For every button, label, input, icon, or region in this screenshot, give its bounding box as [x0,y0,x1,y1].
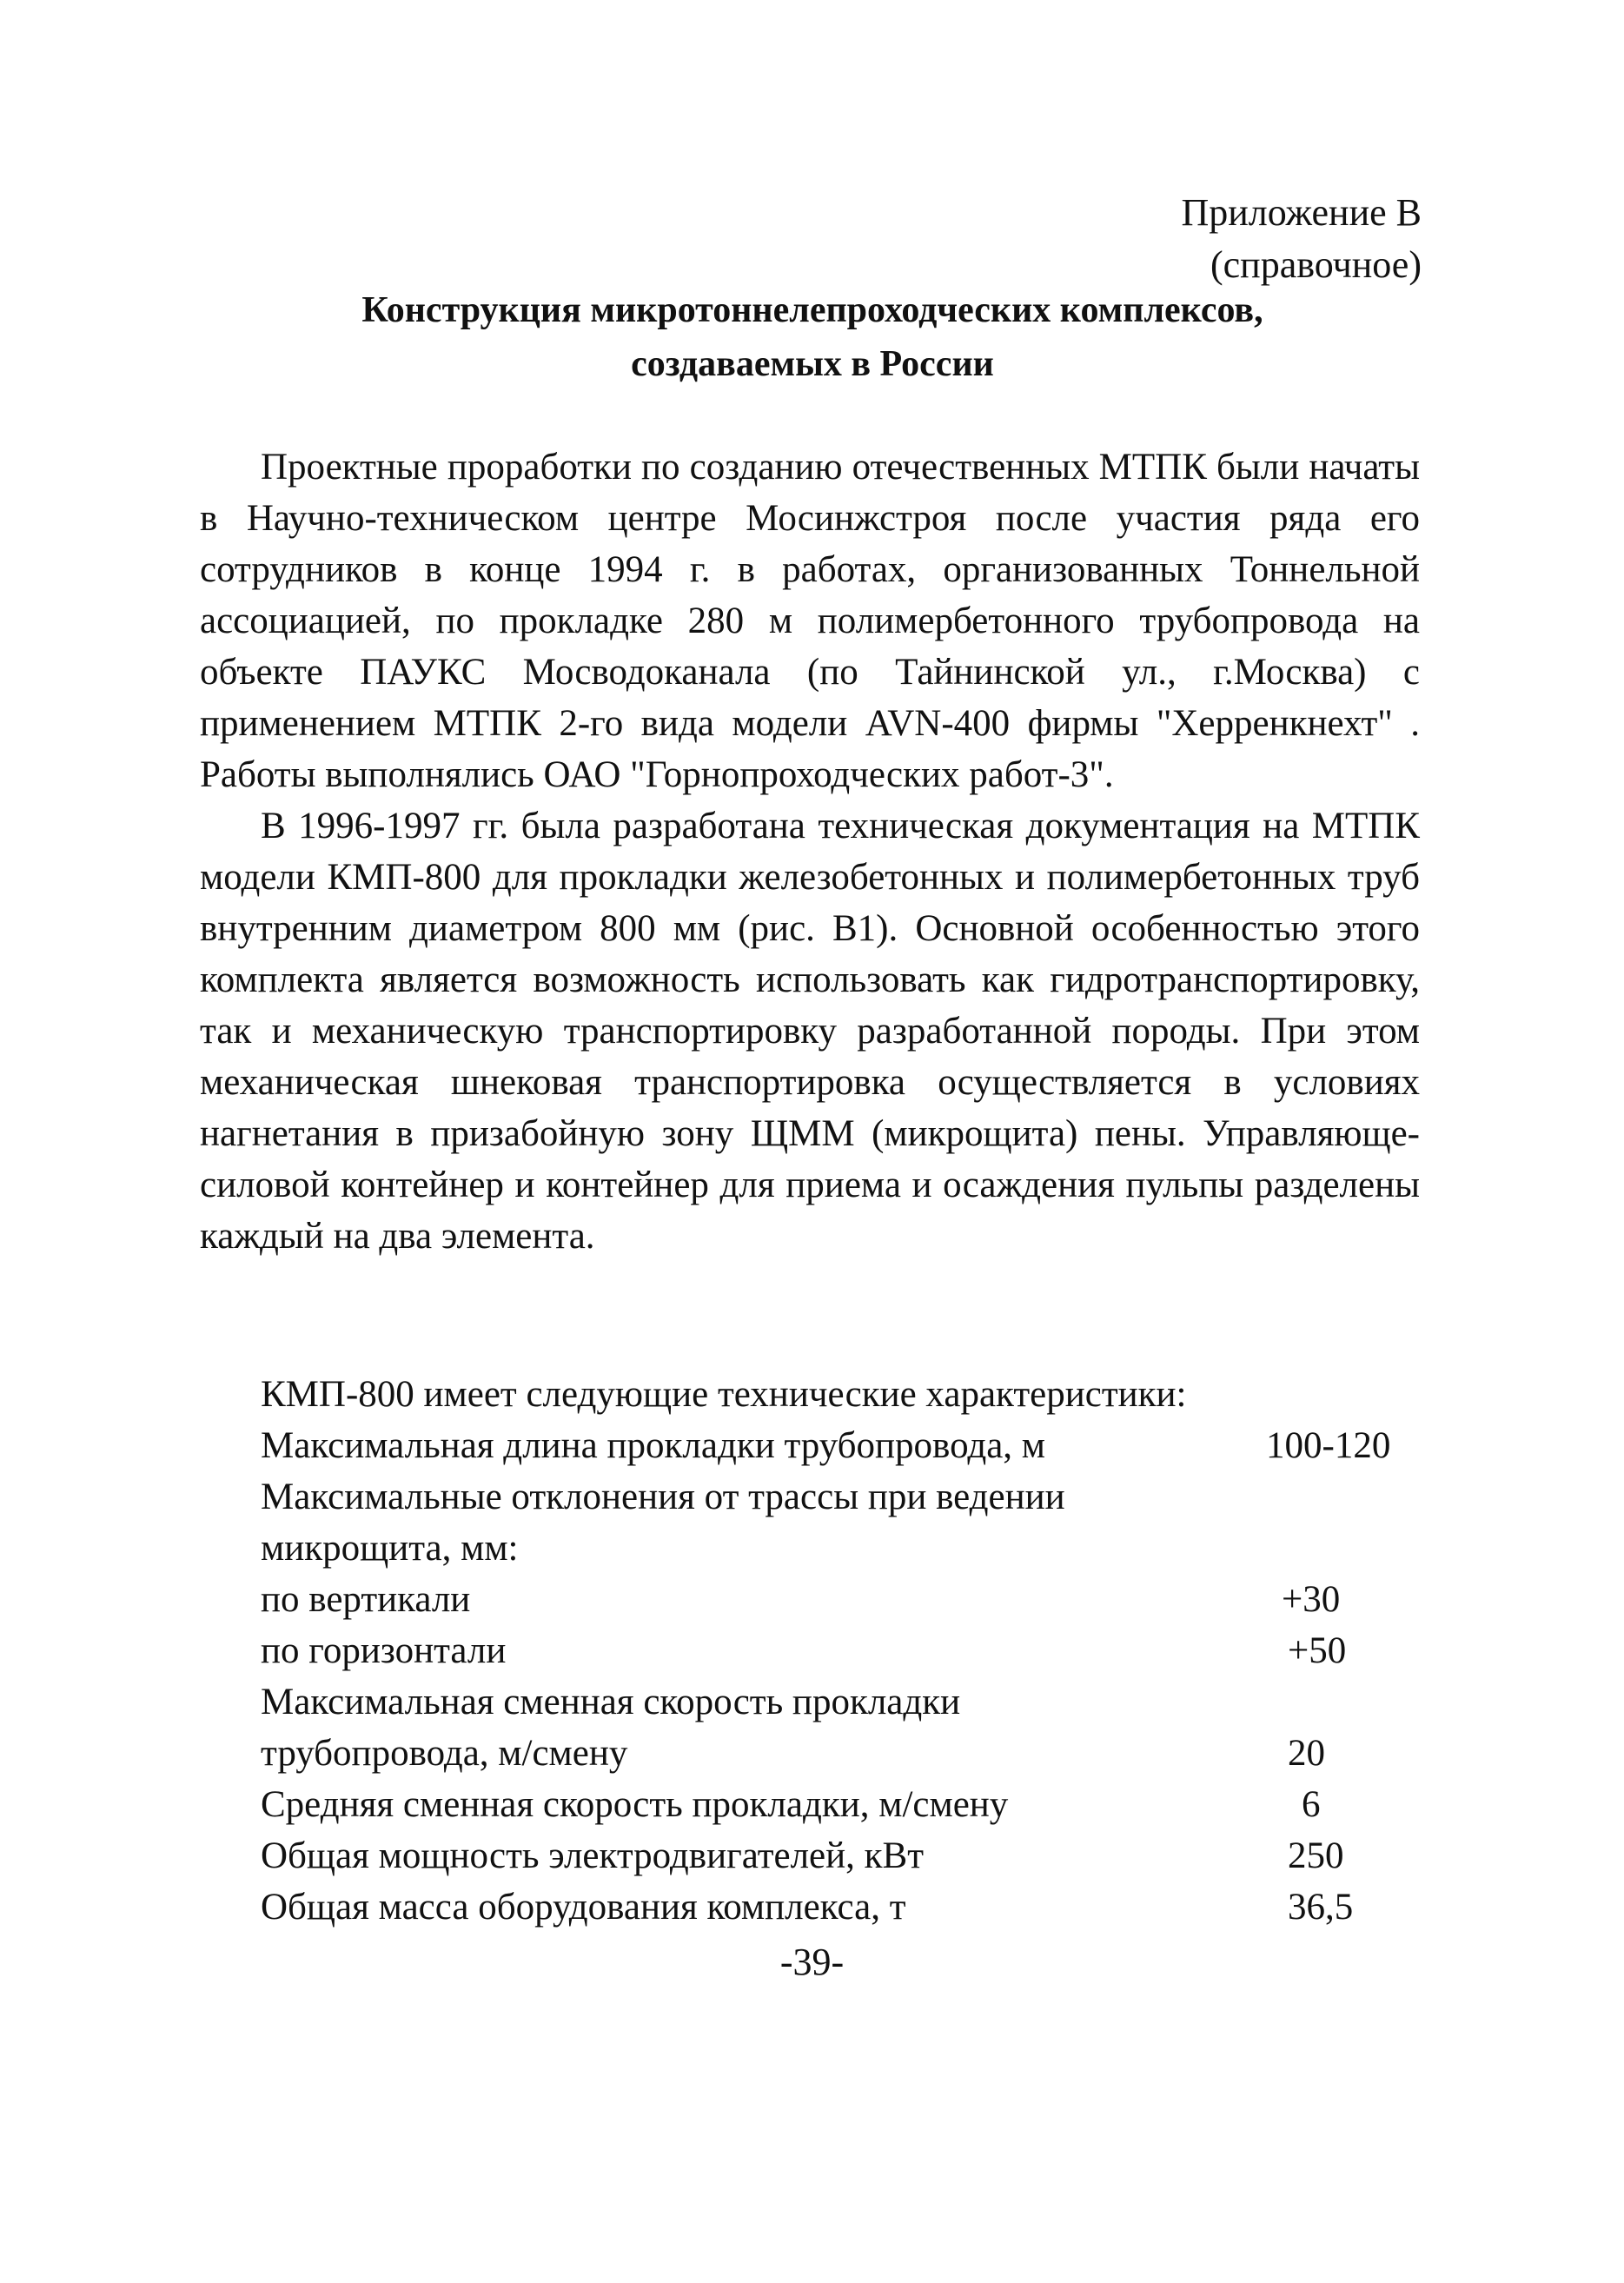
specs-intro: КМП-800 имеет следующие технические характеристики: [261,1374,1187,1415]
spec-label: по вертикали [261,1579,471,1620]
body-text [200,441,1420,1262]
spec-value: 100-120 [1266,1425,1391,1466]
paragraph: В 1996-1997 гг. была разработана техническая документация на МТПК модели КМП-800 для прокладки железобетонных и полимербетонных труб внутренним диаметром 800 мм (рис. В1). Основной особенностью этого комплекта является возможность использовать как гидротранспортировку, так и механическую транспортировку разработанной породы. При этом механическая шнековая транспортировка осуществляется в условиях нагнетания в призабойную зону ЩММ (микрощита) пены. Управляюще-силовой контейнер и контейнер для приема и осаждения пульпы разделены каждый на два элемента. [200,806,1420,1257]
spec-label: трубопровода, м/смену [261,1733,628,1774]
spec-value: 6 [1302,1784,1321,1825]
title-line-1: Конструкция микротоннелепроходческих комплексов, [361,290,1263,330]
title-line-2: создаваемых в России [631,344,994,384]
paragraph: Проектные проработки по созданию отечественных МТПК были начаты в Научно-техническом центре Мосинжстроя после участия ряда его сотрудников в конце 1994 г. в работах, организованных Тоннельной ассоциацией, по прокладке 280 м полимербетонного трубопровода на объекте ПАУКС Мосводоканала (по Тайнинской ул., г.Москва) с применением МТПК 2-го вида модели AVN-400 фирмы "Херренкнехт" . Работы выполнялись ОАО "Горнопроходческих работ-3". [200,447,1420,795]
spec-label: Общая масса оборудования комплекса, т [261,1887,906,1928]
spec-value: 36,5 [1288,1887,1354,1928]
spec-value: +50 [1288,1630,1347,1671]
spec-label: Средняя сменная скорость прокладки, м/смену [261,1784,1009,1825]
page-number: -39- [779,1941,845,1983]
document-title [200,283,1425,391]
appendix-status: (справочное) [1210,243,1422,286]
spec-value: 250 [1288,1835,1344,1876]
spec-value: 20 [1288,1733,1325,1774]
spec-label: Максимальная длина прокладки трубопровода, м [261,1425,1045,1466]
spec-label: Общая мощность электродвигателей, кВт [261,1835,925,1876]
spec-label: Максимальная сменная скорость прокладки [261,1682,961,1722]
appendix-label: Приложение В [1181,191,1422,234]
spec-label: микрощита, мм: [261,1528,519,1569]
spec-label: по горизонтали [261,1630,507,1671]
spec-value: +30 [1282,1579,1341,1620]
spec-label: Максимальные отклонения от трассы при ведении [261,1477,1065,1517]
appendix-header [1181,187,1422,291]
